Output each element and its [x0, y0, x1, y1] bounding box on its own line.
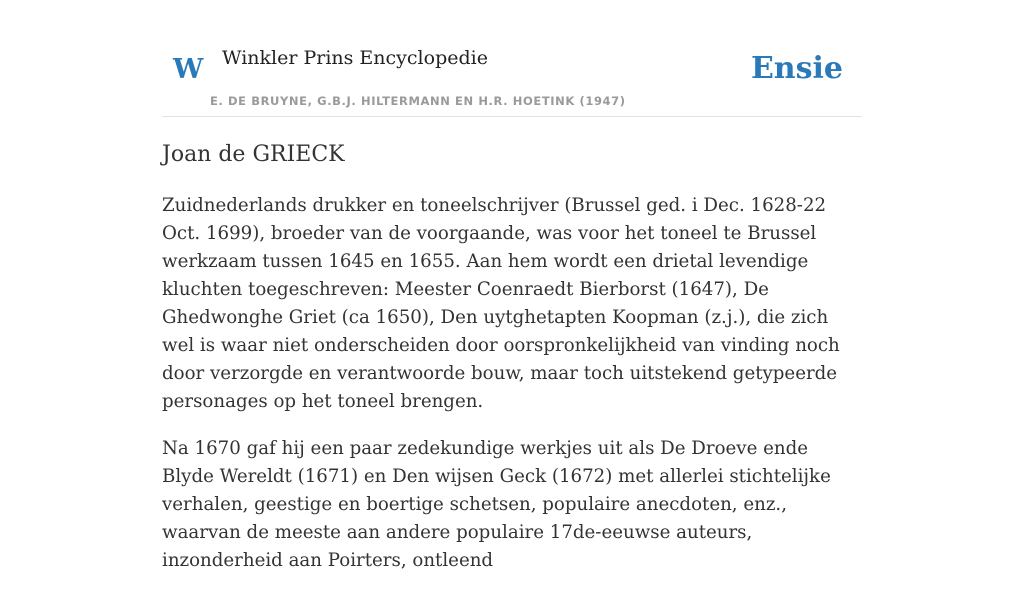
article-title: Joan de GRIECK	[162, 142, 345, 167]
article-paragraph: Zuidnederlands drukker en toneelschrijver (Brussel ged. i Dec. 1628-22 Oct. 1699), broeder van de voorgaande, was voor het toneel te Brussel werkzaam tussen 1645 en 1655. Aan hem wordt een drietal levendige kluchten toegeschreven: Meester Coenraedt Bierborst (1647), De Ghedwonghe Griet (ca 1650), Den uytghetapten Koopman (z.j.), die zich wel is waar niet onderscheiden door oorspronkelijkheid van vinding noch door verzorgde en verantwoorde bouw, maar toch uitstekend getypeerde personages op het toneel brengen.	[162, 195, 840, 412]
source-title[interactable]: Winkler Prins Encyclopedie	[222, 47, 488, 69]
source-header	[162, 0, 862, 117]
source-authors: E. DE BRUYNE, G.B.J. HILTERMANN EN H.R. HOETINK (1947)	[210, 94, 626, 108]
article-paragraph: Na 1670 gaf hij een paar zedekundige werkjes uit als De Droeve ende Blyde Wereldt (1671) en Den wijsen Geck (1672) met allerlei stichtelijke verhalen, geestige en boertige schetsen, populaire anecdoten, enz., waarvan de meeste aan andere populaire 17de-eeuwse auteurs, inzonderheid aan Poirters, ontleend	[162, 438, 831, 571]
winkler-prins-logo-icon[interactable]: W	[173, 54, 204, 85]
page	[162, 0, 862, 571]
article-body	[162, 192, 862, 594]
ensie-brand-logo[interactable]: Ensie	[750, 51, 843, 86]
